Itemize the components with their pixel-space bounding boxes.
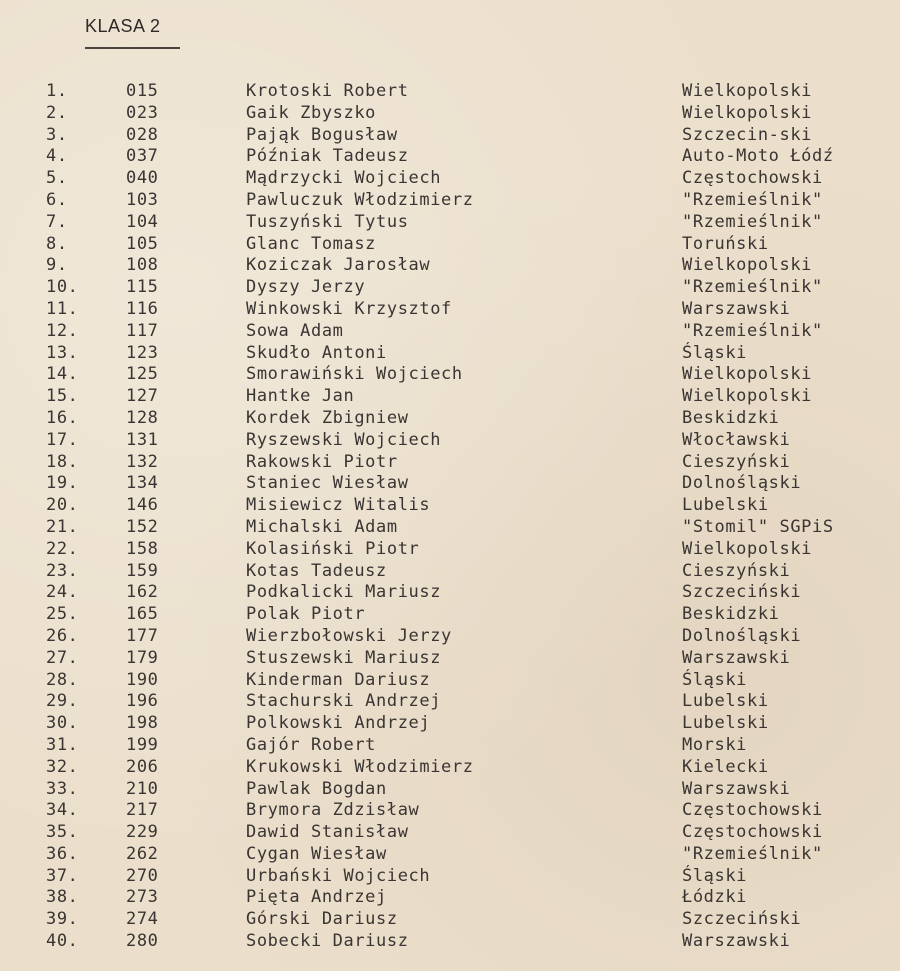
rank-cell: 39. <box>46 909 79 930</box>
club-cell: Lubelski <box>682 713 769 734</box>
club-cell: Auto-Moto Łódź <box>682 146 834 167</box>
start-number-cell: 162 <box>126 582 159 603</box>
start-number-cell: 015 <box>126 81 159 101</box>
rank-cell: 23. <box>46 560 79 581</box>
rank-cell: 32. <box>46 756 79 777</box>
start-number-cell: 115 <box>126 277 159 298</box>
list-item <box>0 887 900 909</box>
club-cell: Toruński <box>682 233 769 254</box>
start-number-cell: 280 <box>126 931 159 952</box>
rank-cell: 28. <box>46 669 79 690</box>
club-cell: Włocławski <box>682 429 791 450</box>
start-number-cell: 198 <box>126 713 159 734</box>
competitor-name-cell: Kotas Tadeusz <box>246 560 387 581</box>
start-number-cell: 159 <box>126 560 159 581</box>
list-item <box>0 779 900 801</box>
start-number-cell: 132 <box>126 451 159 472</box>
list-item <box>0 909 900 931</box>
competitor-name-cell: Późniak Tadeusz <box>246 146 409 167</box>
start-number-cell: 116 <box>126 298 159 319</box>
club-cell: Śląski <box>682 865 748 886</box>
start-number-cell: 229 <box>126 822 159 843</box>
club-cell: "Rzemieślnik" <box>682 211 823 232</box>
club-cell: Dolnośląski <box>682 473 802 494</box>
competitor-name-cell: Gaik Zbyszko <box>246 102 377 123</box>
heading-underline <box>85 47 180 49</box>
list-item <box>0 495 900 517</box>
rank-cell: 24. <box>46 582 79 603</box>
start-number-cell: 037 <box>126 146 159 167</box>
club-cell: Szczeciński <box>682 582 802 603</box>
rank-cell: 37. <box>46 865 79 886</box>
competitor-name-cell: Kordek Zbigniew <box>246 407 409 428</box>
list-item <box>0 277 900 299</box>
club-cell: Kielecki <box>682 756 769 777</box>
rank-cell: 16. <box>46 407 79 428</box>
competitor-name-cell: Kinderman Dariusz <box>246 669 431 690</box>
start-number-cell: 131 <box>126 429 159 450</box>
competitor-name-cell: Urbański Wojciech <box>246 865 431 886</box>
page-heading: KLASA 2 <box>85 16 161 36</box>
start-number-cell: 177 <box>126 625 159 646</box>
competitor-name-cell: Staniec Wiesław <box>246 473 409 494</box>
club-cell: Łódzki <box>682 887 748 908</box>
list-item <box>0 844 900 866</box>
competitor-name-cell: Michalski Adam <box>246 516 398 537</box>
list-item <box>0 757 900 779</box>
club-cell: "Rzemieślnik" <box>682 277 823 298</box>
competitor-name-cell: Pawlak Bogdan <box>246 778 387 799</box>
list-item <box>0 146 900 168</box>
competitor-name-cell: Gajór Robert <box>246 734 377 755</box>
start-number-cell: 117 <box>126 320 159 341</box>
list-item <box>0 670 900 692</box>
competitor-name-cell: Polak Piotr <box>246 604 366 625</box>
club-cell: Wielkopolski <box>682 364 813 385</box>
competitor-name-cell: Brymora Zdzisław <box>246 800 420 821</box>
list-item <box>0 648 900 670</box>
rank-cell: 9. <box>46 255 68 276</box>
list-item <box>0 713 900 735</box>
start-number-cell: 040 <box>126 168 159 189</box>
start-number-cell: 165 <box>126 604 159 625</box>
rank-cell: 22. <box>46 538 79 559</box>
rank-cell: 6. <box>46 189 68 210</box>
results-list <box>0 81 900 953</box>
competitor-name-cell: Skudło Antoni <box>246 342 387 363</box>
start-number-cell: 108 <box>126 255 159 276</box>
competitor-name-cell: Sobecki Dariusz <box>246 931 409 952</box>
list-item <box>0 255 900 277</box>
start-number-cell: 028 <box>126 124 159 145</box>
rank-cell: 12. <box>46 320 79 341</box>
competitor-name-cell: Hantke Jan <box>246 386 355 407</box>
list-item <box>0 931 900 953</box>
club-cell: Beskidzki <box>682 604 780 625</box>
competitor-name-cell: Rakowski Piotr <box>246 451 398 472</box>
list-item <box>0 582 900 604</box>
list-item <box>0 473 900 495</box>
competitor-name-cell: Podkalicki Mariusz <box>246 582 442 603</box>
start-number-cell: 190 <box>126 669 159 690</box>
club-cell: Wielkopolski <box>682 102 813 123</box>
club-cell: "Rzemieślnik" <box>682 320 823 341</box>
list-item <box>0 386 900 408</box>
competitor-name-cell: Stachurski Andrzej <box>246 691 442 712</box>
club-cell: Śląski <box>682 342 748 363</box>
rank-cell: 18. <box>46 451 79 472</box>
list-item <box>0 866 900 888</box>
competitor-name-cell: Krotoski Robert <box>246 81 409 101</box>
start-number-cell: 179 <box>126 647 159 668</box>
rank-cell: 29. <box>46 691 79 712</box>
start-number-cell: 158 <box>126 538 159 559</box>
list-item <box>0 604 900 626</box>
rank-cell: 40. <box>46 931 79 952</box>
club-cell: "Rzemieślnik" <box>682 843 823 864</box>
list-item <box>0 539 900 561</box>
competitor-name-cell: Pawluczuk Włodzimierz <box>246 189 474 210</box>
club-cell: Warszawski <box>682 298 791 319</box>
club-cell: Warszawski <box>682 931 791 952</box>
rank-cell: 13. <box>46 342 79 363</box>
start-number-cell: 262 <box>126 843 159 864</box>
club-cell: Szczeciński <box>682 909 802 930</box>
rank-cell: 26. <box>46 625 79 646</box>
rank-cell: 1. <box>46 81 68 101</box>
list-item <box>0 408 900 430</box>
club-cell: Wielkopolski <box>682 255 813 276</box>
list-item <box>0 800 900 822</box>
start-number-cell: 196 <box>126 691 159 712</box>
list-item <box>0 125 900 147</box>
list-item <box>0 626 900 648</box>
club-cell: Częstochowski <box>682 822 823 843</box>
list-item <box>0 517 900 539</box>
start-number-cell: 125 <box>126 364 159 385</box>
rank-cell: 33. <box>46 778 79 799</box>
competitor-name-cell: Dyszy Jerzy <box>246 277 366 298</box>
list-item <box>0 299 900 321</box>
start-number-cell: 270 <box>126 865 159 886</box>
list-item <box>0 234 900 256</box>
start-number-cell: 146 <box>126 495 159 516</box>
competitor-name-cell: Winkowski Krzysztof <box>246 298 452 319</box>
rank-cell: 21. <box>46 516 79 537</box>
competitor-name-cell: Dawid Stanisław <box>246 822 409 843</box>
competitor-name-cell: Sowa Adam <box>246 320 344 341</box>
competitor-name-cell: Ryszewski Wojciech <box>246 429 442 450</box>
club-cell: Lubelski <box>682 495 769 516</box>
club-cell: Warszawski <box>682 778 791 799</box>
rank-cell: 15. <box>46 386 79 407</box>
club-cell: Dolnośląski <box>682 625 802 646</box>
rank-cell: 17. <box>46 429 79 450</box>
club-cell: Beskidzki <box>682 407 780 428</box>
start-number-cell: 128 <box>126 407 159 428</box>
list-item <box>0 212 900 234</box>
list-item <box>0 168 900 190</box>
list-item <box>0 691 900 713</box>
competitor-name-cell: Stuszewski Mariusz <box>246 647 442 668</box>
competitor-name-cell: Misiewicz Witalis <box>246 495 431 516</box>
start-number-cell: 123 <box>126 342 159 363</box>
rank-cell: 2. <box>46 102 68 123</box>
list-item <box>0 103 900 125</box>
list-item <box>0 321 900 343</box>
start-number-cell: 103 <box>126 189 159 210</box>
start-number-cell: 105 <box>126 233 159 254</box>
club-cell: Warszawski <box>682 647 791 668</box>
rank-cell: 31. <box>46 734 79 755</box>
start-number-cell: 273 <box>126 887 159 908</box>
competitor-name-cell: Pięta Andrzej <box>246 887 387 908</box>
start-number-cell: 274 <box>126 909 159 930</box>
club-cell: Śląski <box>682 669 748 690</box>
club-cell: Morski <box>682 734 748 755</box>
rank-cell: 38. <box>46 887 79 908</box>
start-number-cell: 127 <box>126 386 159 407</box>
competitor-name-cell: Pająk Bogusław <box>246 124 398 145</box>
rank-cell: 8. <box>46 233 68 254</box>
rank-cell: 30. <box>46 713 79 734</box>
club-cell: Wielkopolski <box>682 386 813 407</box>
rank-cell: 10. <box>46 277 79 298</box>
rank-cell: 7. <box>46 211 68 232</box>
club-cell: Częstochowski <box>682 800 823 821</box>
rank-cell: 34. <box>46 800 79 821</box>
start-number-cell: 134 <box>126 473 159 494</box>
rank-cell: 36. <box>46 843 79 864</box>
competitor-name-cell: Polkowski Andrzej <box>246 713 431 734</box>
start-number-cell: 217 <box>126 800 159 821</box>
rank-cell: 25. <box>46 604 79 625</box>
club-cell: Lubelski <box>682 691 769 712</box>
list-item <box>0 430 900 452</box>
start-number-cell: 206 <box>126 756 159 777</box>
start-number-cell: 104 <box>126 211 159 232</box>
rank-cell: 3. <box>46 124 68 145</box>
start-number-cell: 210 <box>126 778 159 799</box>
competitor-name-cell: Koziczak Jarosław <box>246 255 431 276</box>
competitor-name-cell: Glanc Tomasz <box>246 233 377 254</box>
list-item <box>0 452 900 474</box>
rank-cell: 20. <box>46 495 79 516</box>
start-number-cell: 152 <box>126 516 159 537</box>
club-cell: Wielkopolski <box>682 538 813 559</box>
rank-cell: 19. <box>46 473 79 494</box>
list-item <box>0 81 900 103</box>
rank-cell: 11. <box>46 298 79 319</box>
rank-cell: 27. <box>46 647 79 668</box>
start-number-cell: 023 <box>126 102 159 123</box>
list-item <box>0 343 900 365</box>
start-number-cell: 199 <box>126 734 159 755</box>
competitor-name-cell: Krukowski Włodzimierz <box>246 756 474 777</box>
rank-cell: 4. <box>46 146 68 167</box>
competitor-name-cell: Wierzbołowski Jerzy <box>246 625 452 646</box>
list-item <box>0 364 900 386</box>
club-cell: Cieszyński <box>682 451 791 472</box>
rank-cell: 35. <box>46 822 79 843</box>
competitor-name-cell: Mądrzycki Wojciech <box>246 168 442 189</box>
list-item <box>0 190 900 212</box>
competitor-name-cell: Górski Dariusz <box>246 909 398 930</box>
list-item <box>0 822 900 844</box>
competitor-name-cell: Tuszyński Tytus <box>246 211 409 232</box>
list-item <box>0 561 900 583</box>
competitor-name-cell: Kolasiński Piotr <box>246 538 420 559</box>
list-item <box>0 735 900 757</box>
club-cell: Wielkopolski <box>682 81 813 101</box>
rank-cell: 5. <box>46 168 68 189</box>
club-cell: Cieszyński <box>682 560 791 581</box>
rank-cell: 14. <box>46 364 79 385</box>
competitor-name-cell: Smorawiński Wojciech <box>246 364 463 385</box>
competitor-name-cell: Cygan Wiesław <box>246 843 387 864</box>
club-cell: "Rzemieślnik" <box>682 189 823 210</box>
club-cell: Szczecin-ski <box>682 124 813 145</box>
club-cell: "Stomil" SGPiS <box>682 516 834 537</box>
club-cell: Częstochowski <box>682 168 823 189</box>
